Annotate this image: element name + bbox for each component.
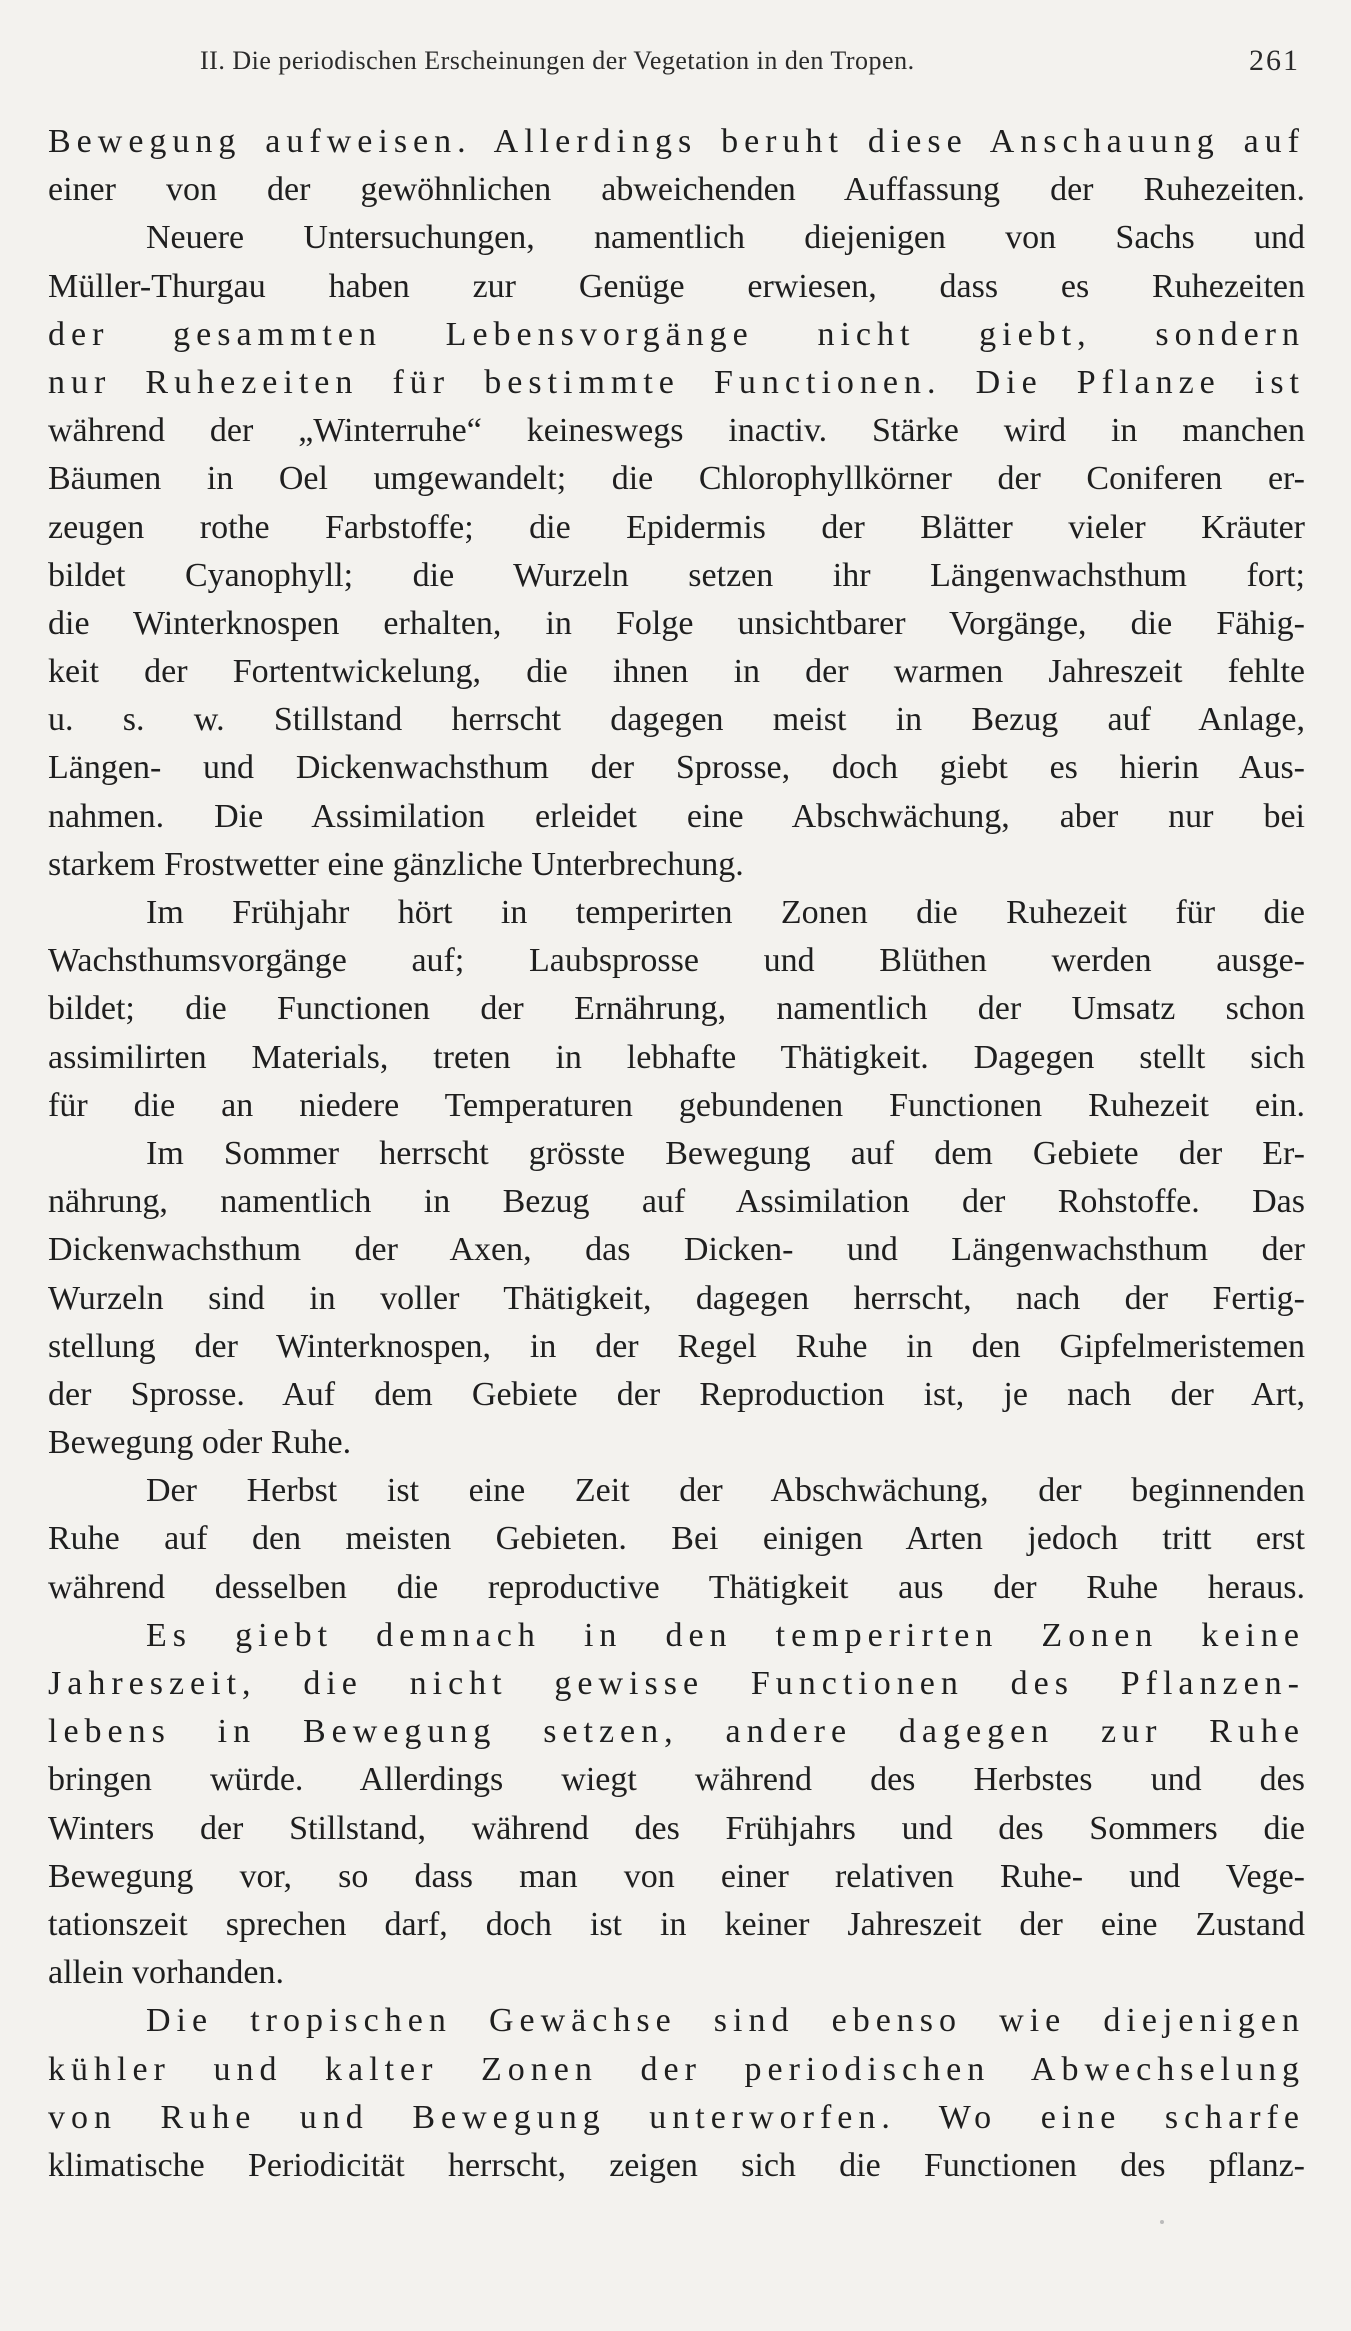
text-line: für die an niedere Temperaturen gebundenen Functionen Ruhezeit ein. [48,1086,1305,1124]
text-line: Bäumen in Oel umgewandelt; die Chlorophyllkörner der Coniferen er- [48,460,1305,498]
text-line: Bewegung aufweisen. Allerdings beruht diese Anschauung auf [48,123,1305,160]
text-line: Bewegung vor, so dass man von einer relativen Ruhe- und Vege- [48,1857,1305,1895]
text-line: tationszeit sprechen darf, doch ist in keiner Jahreszeit der eine Zustand [48,1905,1305,1943]
text-line: u. s. w. Stillstand herrscht dagegen meist in Bezug auf Anlage, [48,701,1305,739]
text-line: Jahreszeit, die nicht gewisse Functionen des Pflanzen- [48,1665,1305,1702]
running-head [200,46,1320,80]
text-line: der Sprosse. Auf dem Gebiete der Reproduction ist, je nach der Art, [48,1375,1305,1413]
text-line: Winters der Stillstand, während des Frühjahrs und des Sommers die [48,1809,1305,1847]
text-line: Längen- und Dickenwachsthum der Sprosse, doch giebt es hierin Aus- [48,749,1305,787]
text-line: Ruhe auf den meisten Gebieten. Bei einigen Arten jedoch tritt erst [48,1520,1305,1558]
text-line: von Ruhe und Bewegung unterworfen. Wo eine scharfe [48,2098,1305,2136]
paper-speck [1160,2220,1164,2224]
text-line: bildet; die Functionen der Ernährung, namentlich der Umsatz schon [48,990,1305,1028]
text-line: Wurzeln sind in voller Thätigkeit, dagegen herrscht, nach der Fertig- [48,1279,1305,1317]
text-line: während desselben die reproductive Thätigkeit aus der Ruhe heraus. [48,1568,1305,1606]
text-line: Der Herbst ist eine Zeit der Abschwächung, der beginnenden [146,1472,1305,1510]
text-line: klimatische Periodicität herrscht, zeigen sich die Functionen des pflanz- [48,2146,1305,2184]
body-text [48,118,1305,2190]
text-line: assimilirten Materials, treten in lebhafte Thätigkeit. Dagegen stellt sich [48,1038,1305,1076]
text-line: Im Sommer herrscht grösste Bewegung auf dem Gebiete der Er- [146,1134,1305,1172]
page-number: 261 [1249,44,1300,77]
text-line: keit der Fortentwickelung, die ihnen in der warmen Jahreszeit fehlte [48,653,1305,691]
text-line: während der „Winterruhe“ keineswegs inactiv. Stärke wird in manchen [48,412,1305,450]
text-line: Die tropischen Gewächse sind ebenso wie diejenigen [146,2002,1305,2040]
text-line: nährung, namentlich in Bezug auf Assimilation der Rohstoffe. Das [48,1183,1305,1221]
text-line: lebens in Bewegung setzen, andere dagegen zur Ruhe [48,1713,1305,1751]
text-line: kühler und kalter Zonen der periodischen Abwechselung [48,2050,1305,2088]
text-line: stellung der Winterknospen, in der Regel Ruhe in den Gipfelmeristemen [48,1327,1305,1365]
text-line: Dickenwachsthum der Axen, das Dicken- und Längenwachsthum der [48,1231,1305,1269]
text-line: starkem Frostwetter eine gänzliche Unterbrechung. [48,845,744,883]
text-line: Wachsthumsvorgänge auf; Laubsprosse und Blüthen werden ausge- [48,942,1305,980]
text-line: die Winterknospen erhalten, in Folge unsichtbarer Vorgänge, die Fähig- [48,604,1305,642]
text-line: Es giebt demnach in den temperirten Zonen keine [146,1616,1305,1654]
text-line: bildet Cyanophyll; die Wurzeln setzen ihr Längenwachsthum fort; [48,556,1305,594]
running-title: II. Die periodischen Erscheinungen der Vegetation in den Tropen. [200,46,915,75]
text-line: einer von der gewöhnlichen abweichenden Auffassung der Ruhezeiten. [48,171,1305,209]
text-line: allein vorhanden. [48,1954,285,1992]
text-line: zeugen rothe Farbstoffe; die Epidermis der Blätter vieler Kräuter [48,508,1305,546]
text-line: der gesammten Lebensvorgänge nicht giebt, sondern [48,315,1305,353]
text-line: nur Ruhezeiten für bestimmte Functionen. Die Pflanze ist [48,363,1305,401]
text-line: Müller-Thurgau haben zur Genüge erwiesen, dass es Ruhezeiten [48,267,1305,305]
text-line: Im Frühjahr hört in temperirten Zonen die Ruhezeit für die [146,894,1305,931]
text-line: nahmen. Die Assimilation erleidet eine Abschwächung, aber nur bei [48,797,1305,835]
text-line: Bewegung oder Ruhe. [48,1424,352,1462]
text-line: Neuere Untersuchungen, namentlich diejenigen von Sachs und [146,219,1305,257]
text-line: bringen würde. Allerdings wiegt während des Herbstes und des [48,1761,1305,1799]
